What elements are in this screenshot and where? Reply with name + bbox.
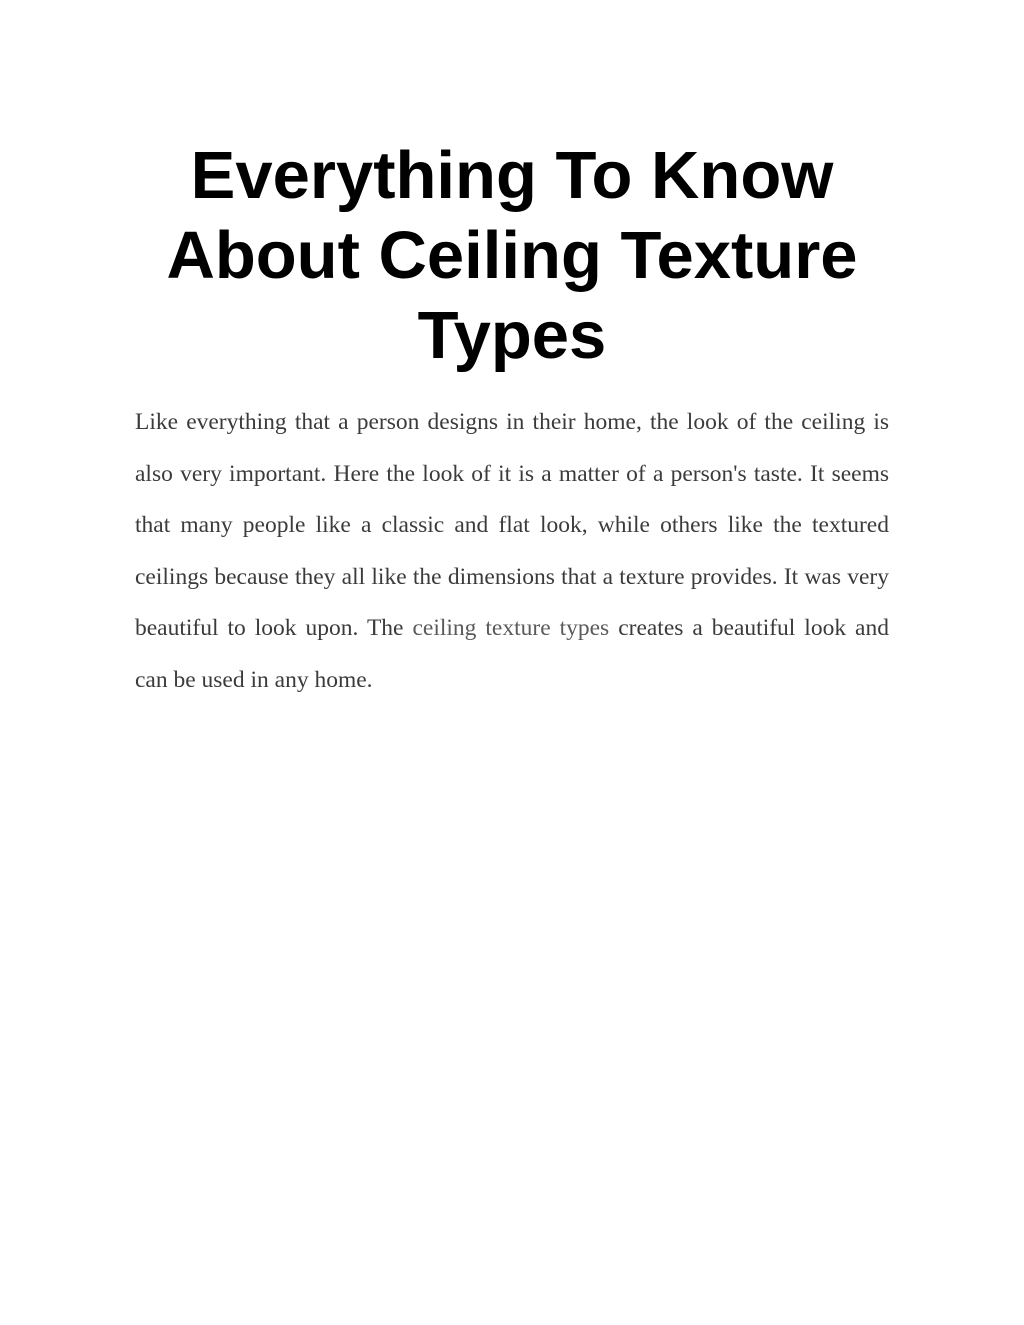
paragraph-text-after-link: creates a beautiful look and can be used in any home. <box>135 615 889 693</box>
page-title: Everything To Know About Ceiling Texture Types <box>166 138 858 373</box>
ceiling-texture-types-link[interactable]: ceiling texture types <box>412 615 610 641</box>
body-paragraph <box>135 397 889 706</box>
paragraph-text-before-link: Like everything that a person designs in their home, the look of the ceiling is also very important. Here the look of it is a matter of a person's taste. It seems that many people like a classic and flat look, while others like the textured ceilings because they all like the dimensions that a texture provides. It was very beautiful to look upon. The <box>135 409 889 641</box>
